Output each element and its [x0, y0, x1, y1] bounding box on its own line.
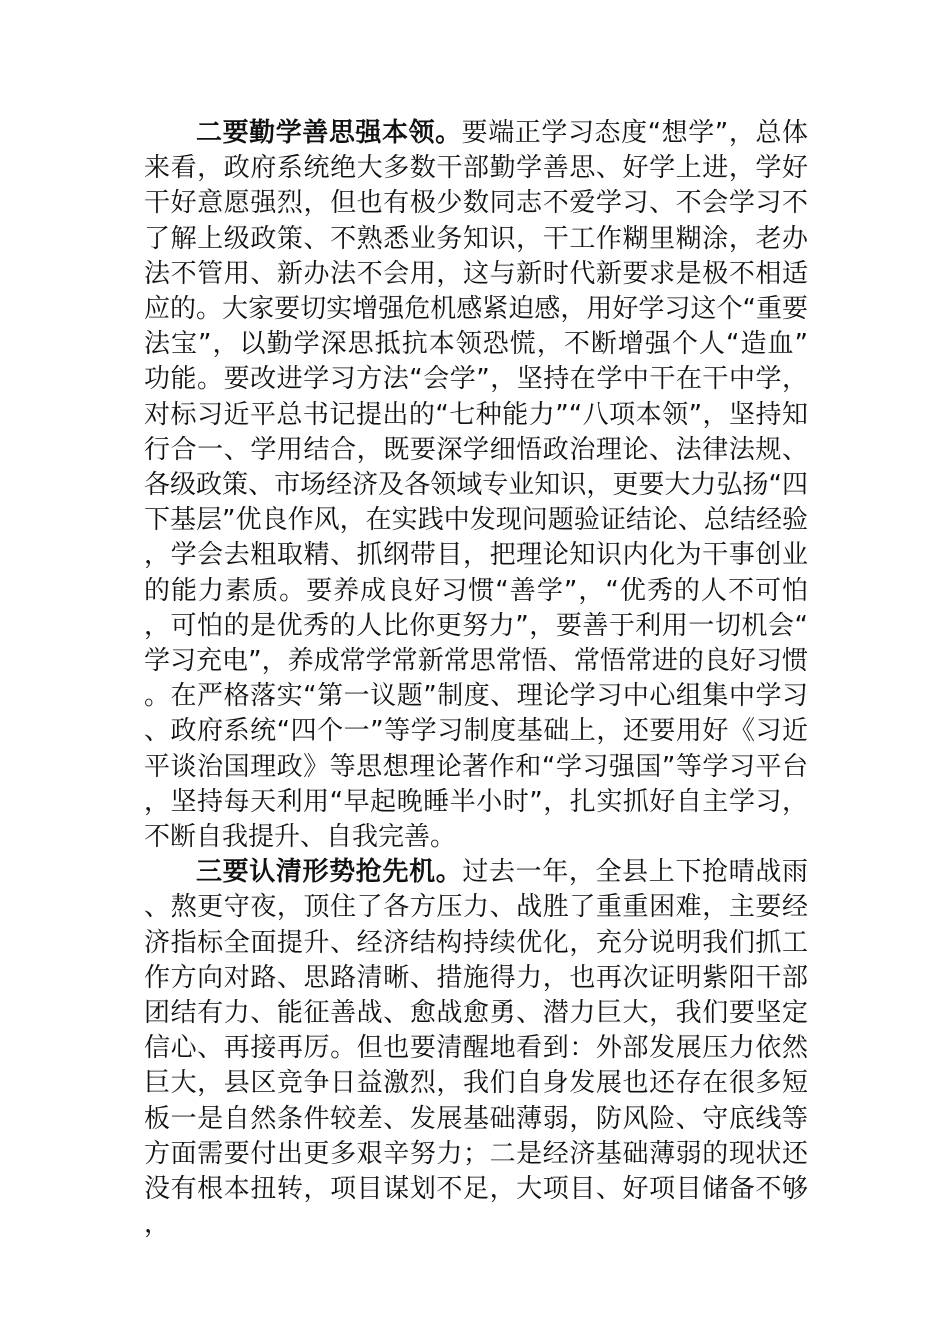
paragraph-body: 要端正学习态度“想学”，总体来看，政府系统绝大多数干部勤学善思、好学上进，学好干好意愿强烈，但也有极少数同志不爱学习、不会学习不了解上级政策、不熟悉业务知识，干工作糊里糊涂，老办法不管用、新办法不会用，这与新时代新要求是极不相适应的。大家要切实增强危机感紧迫感，用好学习这个“重要法宝”，以勤学深思抵抗本领恐慌，不断增强个人“造血”功能。要改进学习方法“会学”，坚持在学中干在干中学，对标习近平总书记提出的“七种能力”“八项本领”，坚持知行合一、学用结合，既要深学细悟政治理论、法律法规、各级政策、市场经济及各领域专业知识，更要大力弘扬“四下基层”优良作风，在实践中发现问题验证结论、总结经验，学会去粗取精、抓纲带目，把理论知识内化为干事创业的能力素质。要养成良好习惯“善学”，“优秀的人不可怕，可怕的是优秀的人比你更努力”，要善于利用一切机会“学习充电”，养成常学常新常思常悟、常悟常进的良好习惯。在严格落实“第一议题”制度、理论学习中心组集中学习、政府系统“四个一”等学习制度基础上，还要用好《习近平谈治国理政》等思想理论著作和“学习强国”等学习平台，坚持每天利用“早起晚睡半小时”，扎实抓好自主学习，不断自我提升、自我完善。: [144, 118, 808, 853]
paragraph-study: [144, 116, 808, 855]
paragraph-situation: [144, 855, 808, 1242]
document-page: [144, 116, 808, 1243]
paragraph-heading: 三要认清形势抢先机。: [196, 857, 463, 888]
paragraph-body: 过去一年，全县上下抢晴战雨、熬更守夜，顶住了各方压力、战胜了重重困难，主要经济指标全面提升、经济结构持续优化，充分说明我们抓工作方向对路、思路清晰、措施得力，也再次证明紫阳干部团结有力、能征善战、愈战愈勇、潜力巨大，我们要坚定信心、再接再厉。但也要清醒地看到：外部发展压力依然巨大，县区竞争日益激烈，我们自身发展也还存在很多短板一是自然条件较差、发展基础薄弱，防风险、守底线等方面需要付出更多艰辛努力；二是经济基础薄弱的现状还没有根本扭转，项目谋划不足，大项目、好项目储备不够，: [144, 857, 808, 1240]
paragraph-heading: 二要勤学善思强本领。: [196, 118, 462, 148]
